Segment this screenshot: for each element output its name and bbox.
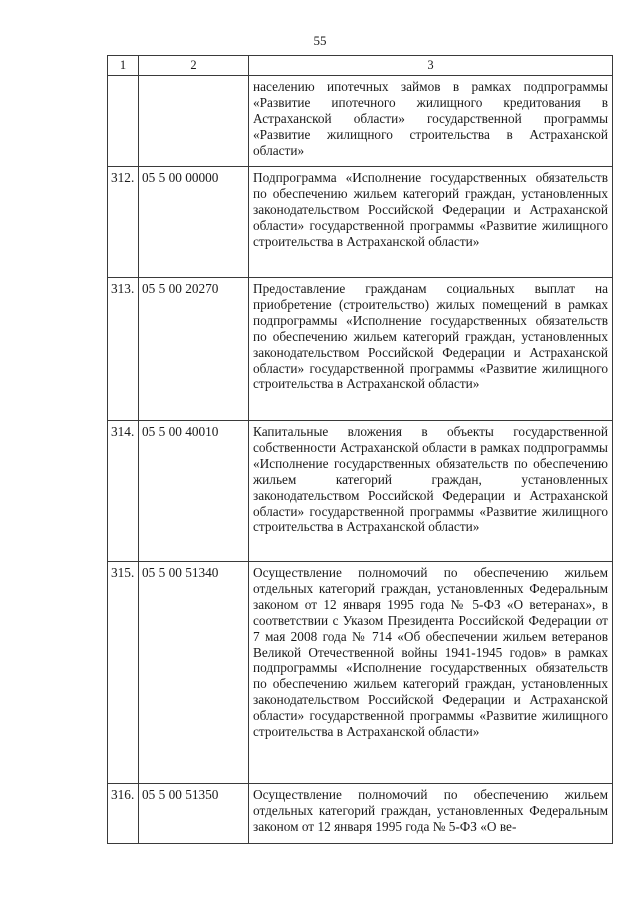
row-number: 316. xyxy=(108,784,139,844)
row-description: Осуществление полномочий по обеспечению жильем отдельных категорий граждан, установленных Федеральным законом от 12 января 1995 года № 5-ФЗ «О ветеранах», в соответствии с Указом Президента Российской Федерации от 7 мая 2008 года № 714 «Об обеспечении жильем ветеранов Великой Отечественной войны 1941-1945 годов» в рамках подпрограммы «Исполнение государственных обязательств по обеспечению жильем категорий граждан, установленных законодательством Российской Федерации и Астраханской области» государственной программы «Развитие жилищного строительства в Астраханской области» xyxy=(249,562,613,784)
row-number xyxy=(108,76,139,167)
row-description: Капитальные вложения в объекты государственной собственности Астраханской области в рамках подпрограммы «Исполнение государственных обязательств по обеспечению жильем категорий граждан, установленных законодательством Российской Федерации и Астраханской области» государственной программы «Развитие жилищного строительства в Астраханской области» xyxy=(249,421,613,562)
table-row xyxy=(108,784,613,844)
table-header-row xyxy=(108,56,613,76)
row-code: 05 5 00 00000 xyxy=(139,167,249,278)
page-number: 55 xyxy=(313,33,327,48)
column-header-2: 2 xyxy=(139,56,249,76)
row-number: 313. xyxy=(108,278,139,421)
table-row xyxy=(108,278,613,421)
table-row xyxy=(108,167,613,278)
row-code: 05 5 00 51340 xyxy=(139,562,249,784)
row-code xyxy=(139,76,249,167)
row-code: 05 5 00 40010 xyxy=(139,421,249,562)
row-number: 314. xyxy=(108,421,139,562)
row-code: 05 5 00 20270 xyxy=(139,278,249,421)
table-row xyxy=(108,562,613,784)
row-number: 312. xyxy=(108,167,139,278)
column-header-1: 1 xyxy=(108,56,139,76)
column-header-3: 3 xyxy=(249,56,613,76)
budget-classification-table xyxy=(107,55,613,844)
row-description: населению ипотечных займов в рамках подпрограммы «Развитие ипотечного жилищного кредитования в Астраханской области» государственной программы «Развитие жилищного строительства в Астраханской области» xyxy=(249,76,613,167)
row-description: Предоставление гражданам социальных выплат на приобретение (строительство) жилых помещений в рамках подпрограммы «Исполнение государственных обязательств по обеспечению жильем категорий граждан, установленных законодательством Российской Федерации и Астраханской области» государственной программы «Развитие жилищного строительства в Астраханской области» xyxy=(249,278,613,421)
table-row xyxy=(108,76,613,167)
table-row xyxy=(108,421,613,562)
row-code: 05 5 00 51350 xyxy=(139,784,249,844)
row-description: Осуществление полномочий по обеспечению жильем отдельных категорий граждан, установленных Федеральным законом от 12 января 1995 года № 5-ФЗ «О ве- xyxy=(249,784,613,844)
row-number: 315. xyxy=(108,562,139,784)
row-description: Подпрограмма «Исполнение государственных обязательств по обеспечению жильем категорий граждан, установленных законодательством Российской Федерации и Астраханской области» государственной программы «Развитие жилищного строительства в Астраханской области» xyxy=(249,167,613,278)
